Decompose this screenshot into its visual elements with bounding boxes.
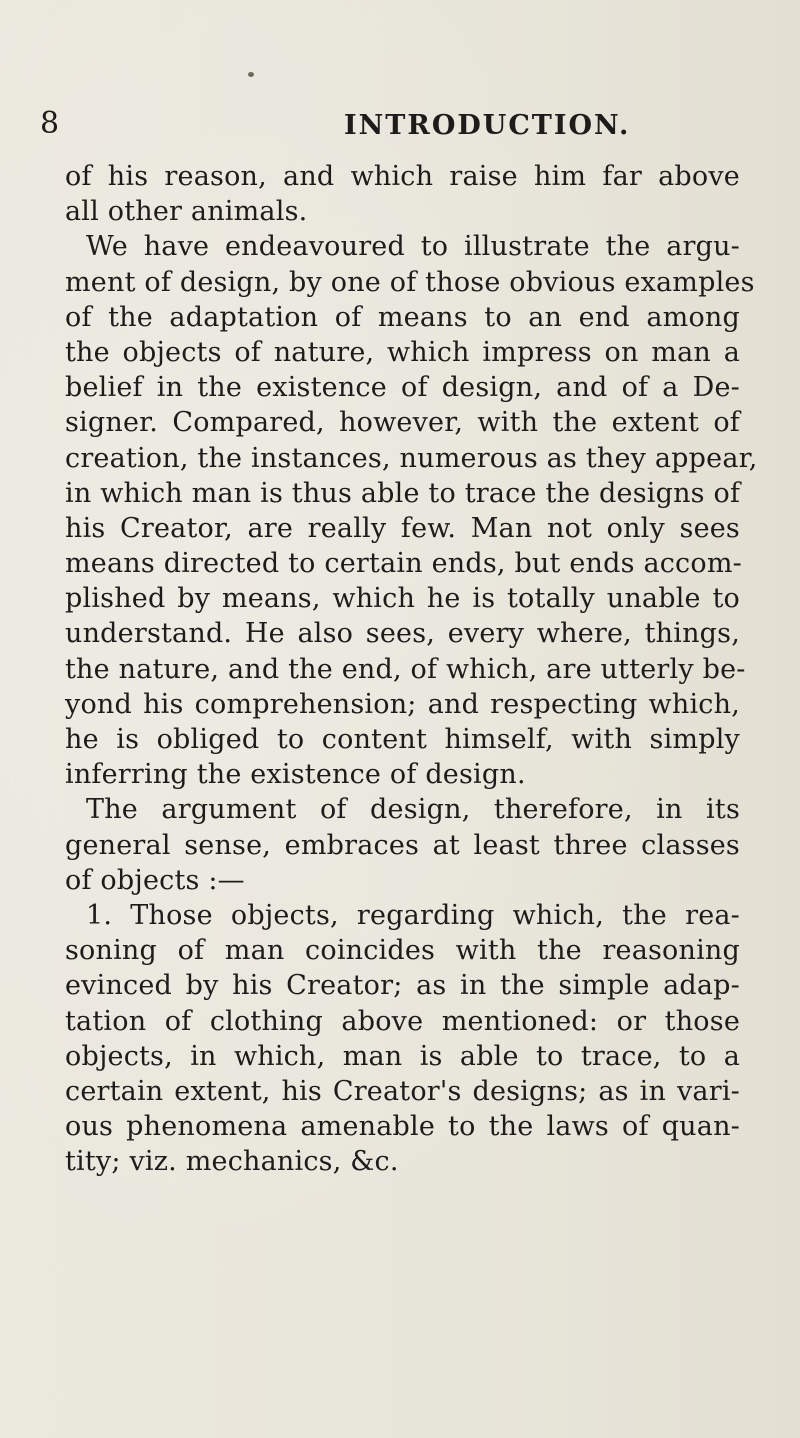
page-header — [30, 104, 790, 144]
text-line: his Creator, are really few. Man not only sees — [65, 512, 740, 544]
page-number: 8 — [40, 106, 60, 141]
text-line: of objects :— — [65, 864, 245, 896]
text-line: understand. He also sees, every where, things, — [65, 618, 740, 650]
running-title: INTRODUCTION. — [344, 110, 631, 141]
text-line: of the adaptation of means to an end among — [65, 301, 740, 333]
text-line: yond his comprehension; and respecting which, — [65, 688, 740, 720]
text-line: means directed to certain ends, but ends accom- — [65, 548, 742, 580]
text-line: all other animals. — [65, 196, 308, 228]
text-line: tity; viz. mechanics, &c. — [65, 1146, 399, 1178]
text-line: We have endeavoured to illustrate the argu- — [86, 231, 740, 263]
text-line: general sense, embraces at least three classes — [65, 829, 740, 861]
text-line: ment of design, by one of those obvious examples — [65, 266, 755, 298]
text-line: in which man is thus able to trace the designs of — [65, 477, 741, 509]
body-text — [65, 159, 758, 1179]
ink-speck — [248, 72, 254, 77]
text-line: belief in the existence of design, and of a De- — [65, 372, 740, 404]
text-line: evinced by his Creator; as in the simple adap- — [65, 970, 740, 1002]
text-line: creation, the instances, numerous as they appear, — [65, 442, 758, 474]
text-line: the nature, and the end, of which, are utterly be- — [65, 653, 746, 685]
text-line: The argument of design, therefore, in its — [86, 794, 740, 826]
text-line: 1. Those objects, regarding which, the rea- — [86, 899, 740, 931]
text-line: signer. Compared, however, with the extent of — [65, 407, 740, 439]
text-line: ous phenomena amenable to the laws of quan- — [65, 1111, 740, 1143]
text-line: of his reason, and which raise him far above — [65, 161, 740, 192]
text-line: soning of man coincides with the reasoning — [65, 935, 740, 967]
text-line: he is obliged to content himself, with simply — [65, 724, 740, 755]
text-line: tation of clothing above mentioned: or those — [65, 1005, 740, 1037]
text-line: plished by means, which he is totally unable to — [65, 583, 740, 615]
text-line: inferring the existence of design. — [65, 759, 526, 791]
text-line: the objects of nature, which impress on man a — [65, 336, 740, 368]
text-line: certain extent, his Creator's designs; as in vari- — [65, 1075, 740, 1107]
text-line: objects, in which, man is able to trace, to a — [65, 1040, 740, 1072]
